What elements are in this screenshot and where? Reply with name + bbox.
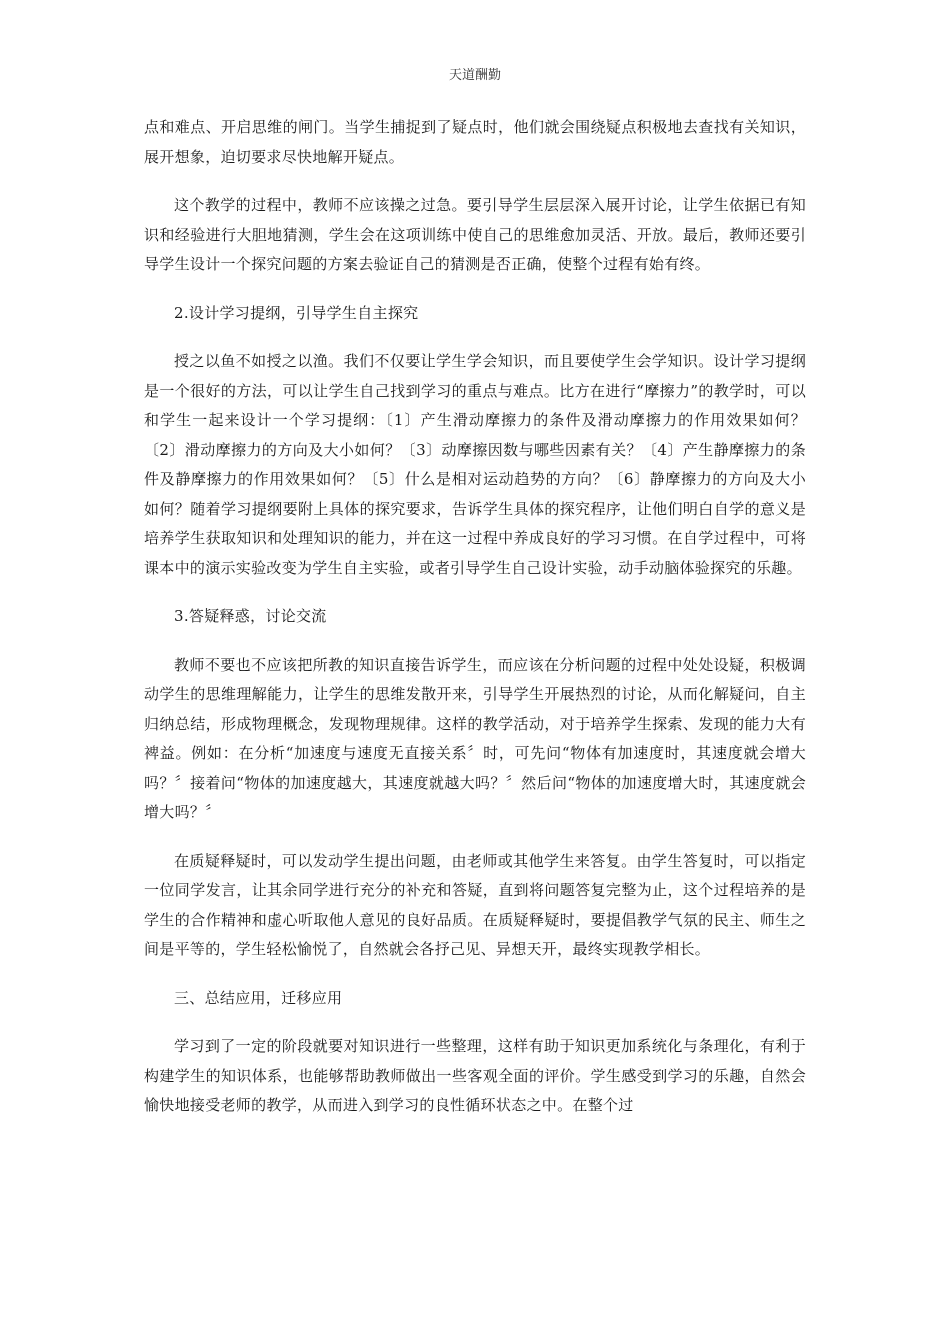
document-body (144, 113, 806, 1140)
page-header: 天道酬勤 (448, 68, 501, 83)
paragraph: 学习到了一定的阶段就要对知识进行一些整理，这样有助于知识更加系统化与条理化，有利于构建学生的知识体系，也能够帮助教师做出一些客观全面的评价。学生感受到学习的乐趣，自然会愉快地接受老师的教学，从而进入到学习的良性循环状态之中。在整个过 (144, 1037, 806, 1114)
paragraph: 这个教学的过程中，教师不应该操之过急。要引导学生层层深入展开讨论，让学生依据已有知识和经验进行大胆地猜测，学生会在这项训练中使自己的思维愈加灵活、开放。最后，教师还要引导学生设计一个探究问题的方案去验证自己的猜测是否正确，使整个过程有始有终。 (144, 196, 806, 273)
paragraph: 教师不要也不应该把所教的知识直接告诉学生，而应该在分析问题的过程中处处设疑，积极调动学生的思维理解能力，让学生的思维发散开来，引导学生开展热烈的讨论，从而化解疑问，自主归纳总结，形成物理概念，发现物理规律。这样的教学活动，对于培养学生探索、发现的能力大有裨益。例如：在分析“加速度与速度无直接关系〞时，可先问“物体有加速度时，其速度就会增大吗？〞接着问“物体的加速度越大，其速度就越大吗？〞然后问“物体的加速度增大时，其速度就会增大吗？〞 (144, 655, 806, 821)
section-heading-2: 2.设计学习提纲，引导学生自主探究 (174, 303, 419, 322)
section-heading-three: 三、总结应用，迁移应用 (174, 988, 343, 1007)
paragraph: 在质疑释疑时，可以发动学生提出问题，由老师或其他学生来答复。由学生答复时，可以指定一位同学发言，让其余同学进行充分的补充和答疑，直到将问题答复完整为止，这个过程培养的是学生的合作精神和虚心听取他人意见的良好品质。在质疑释疑时，要提倡教学气氛的民主、师生之间是平等的，学生轻松愉悦了，自然就会各抒己见、异想天开，最终实现教学相长。 (144, 851, 806, 958)
paragraph: 授之以鱼不如授之以渔。我们不仅要让学生学会知识，而且要使学生会学知识。设计学习提纲是一个很好的方法，可以让学生自己找到学习的重点与难点。比方在进行“摩擦力”的教学时，可以和学生一起来设计一个学习提纲：〔1〕产生滑动摩擦力的条件及滑动摩擦力的作用效果如何？〔2〕滑动摩擦力的方向及大小如何？〔3〕动摩擦因数与哪些因素有关？〔4〕产生静摩擦力的条件及静摩擦力的作用效果如何？〔5〕什么是相对运动趋势的方向？〔6〕静摩擦力的方向及大小如何？随着学习提纲要附上具体的探究要求，告诉学生具体的探究程序，让他们明白自学的意义是培养学生获取知识和处理知识的能力，并在这一过程中养成良好的学习习惯。在自学过程中，可将课本中的演示实验改变为学生自主实验，或者引导学生自己设计实验，动手动脑体验探究的乐趣。 (144, 352, 806, 577)
paragraph-continued: 点和难点、开启思维的闸门。当学生捕捉到了疑点时，他们就会围绕疑点积极地去查找有关知识，展开想象，迫切要求尽快地解开疑点。 (144, 118, 806, 166)
section-heading-3: 3.答疑释惑，讨论交流 (174, 607, 327, 625)
